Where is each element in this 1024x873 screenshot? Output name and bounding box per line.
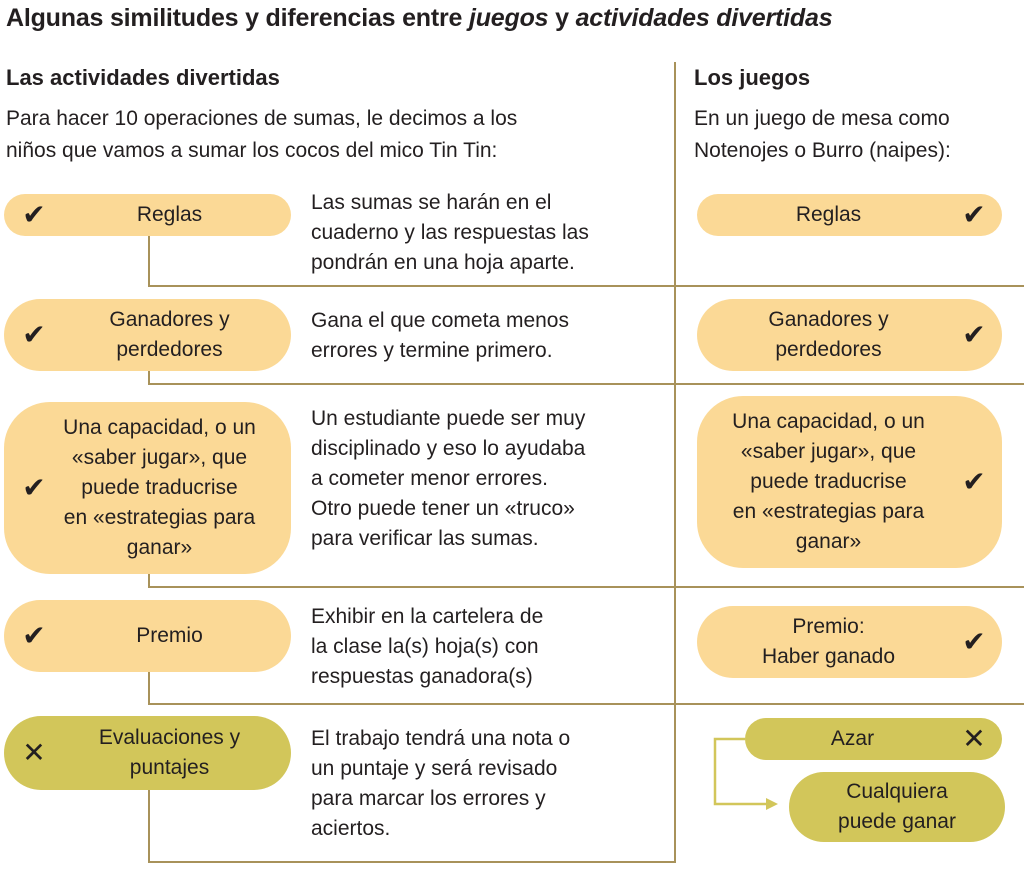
left-desc-capacidad: Un estudiante puede ser muy disciplinado y eso lo ayudaba a cometer menor errores. Otro puede tener un «truco» para verificar las sumas. — [311, 407, 586, 550]
left-pill-reglas — [4, 194, 291, 236]
column-divider — [674, 62, 676, 862]
right-pill-premio — [697, 606, 1002, 678]
left-desc-premio: Exhibir en la cartelera de la clase la(s) hoja(s) con respuestas ganadora(s) — [311, 605, 544, 688]
pill-label: Premio: Haber ganado — [761, 615, 896, 668]
pill-label: Reglas — [795, 203, 862, 226]
pill-label: Ganadores y perdedores — [109, 308, 230, 361]
row-separator — [148, 861, 676, 863]
check-icon: ✔ — [22, 199, 46, 230]
title-text-2: y — [548, 4, 576, 32]
pill-label: Evaluaciones y puntajes — [98, 726, 241, 779]
title-emphasis-actividades: actividades divertidas — [575, 4, 833, 32]
left-pill-premio — [4, 600, 291, 672]
pill-label: Cualquiera puede ganar — [838, 780, 956, 833]
connector-line — [148, 672, 150, 704]
arrow-connector — [700, 725, 790, 815]
pill-label: Ganadores y perdedores — [768, 308, 889, 361]
check-icon: ✔ — [22, 472, 46, 503]
left-desc-reglas: Las sumas se harán en el cuaderno y las respuestas las pondrán en una hoja aparte. — [311, 191, 589, 274]
cross-icon: ✕ — [962, 723, 986, 754]
row-separator — [148, 703, 1024, 705]
left-pill-evaluaciones — [4, 716, 291, 790]
title-text-1: Algunas similitudes y diferencias entre — [6, 4, 469, 32]
left-intro-line: Para hacer 10 operaciones de sumas, le decimos a los — [6, 107, 518, 130]
row-separator — [148, 383, 1024, 385]
check-icon: ✔ — [22, 620, 46, 651]
right-pill-reglas — [697, 194, 1002, 236]
right-intro — [694, 103, 951, 167]
right-pill-capacidad — [697, 396, 1002, 568]
title-emphasis-juegos: juegos — [468, 4, 549, 32]
connector-line — [148, 790, 150, 862]
row-separator — [148, 285, 1024, 287]
connector-line — [148, 236, 150, 286]
right-intro-line: Notenojes o Burro (naipes): — [694, 139, 951, 162]
cross-icon: ✕ — [22, 737, 46, 768]
check-icon: ✔ — [962, 319, 986, 350]
arrow-head-icon — [766, 798, 778, 810]
check-icon: ✔ — [962, 199, 986, 230]
left-pill-capacidad — [4, 402, 291, 574]
right-column-heading: Los juegos — [694, 65, 811, 90]
check-icon: ✔ — [962, 626, 986, 657]
left-desc-evaluaciones: El trabajo tendrá una nota o un puntaje y será revisado para marcar los errores y aciertos. — [311, 727, 571, 840]
pill-label: Reglas — [136, 203, 203, 226]
check-icon: ✔ — [22, 319, 46, 350]
pill-label: Una capacidad, o un «saber jugar», que puede traducrise en «estrategias para ganar» — [732, 410, 925, 553]
left-desc-ganadores: Gana el que cometa menos errores y termine primero. — [311, 309, 569, 362]
left-intro — [6, 103, 517, 167]
right-intro-line: En un juego de mesa como — [694, 107, 950, 130]
check-icon: ✔ — [962, 466, 986, 497]
right-pill-ganadores — [697, 299, 1002, 371]
left-pill-ganadores — [4, 299, 291, 371]
pill-label: Azar — [830, 727, 875, 750]
row-separator — [148, 586, 1024, 588]
right-pill-cualquiera — [789, 772, 1005, 842]
diagram-title — [6, 4, 832, 33]
pill-label: Premio — [136, 624, 203, 647]
left-column-heading: Las actividades divertidas — [6, 65, 280, 90]
left-intro-line: niños que vamos a sumar los cocos del mico Tin Tin: — [6, 139, 498, 162]
pill-label: Una capacidad, o un «saber jugar», que puede traducrise en «estrategias para ganar» — [63, 416, 256, 559]
